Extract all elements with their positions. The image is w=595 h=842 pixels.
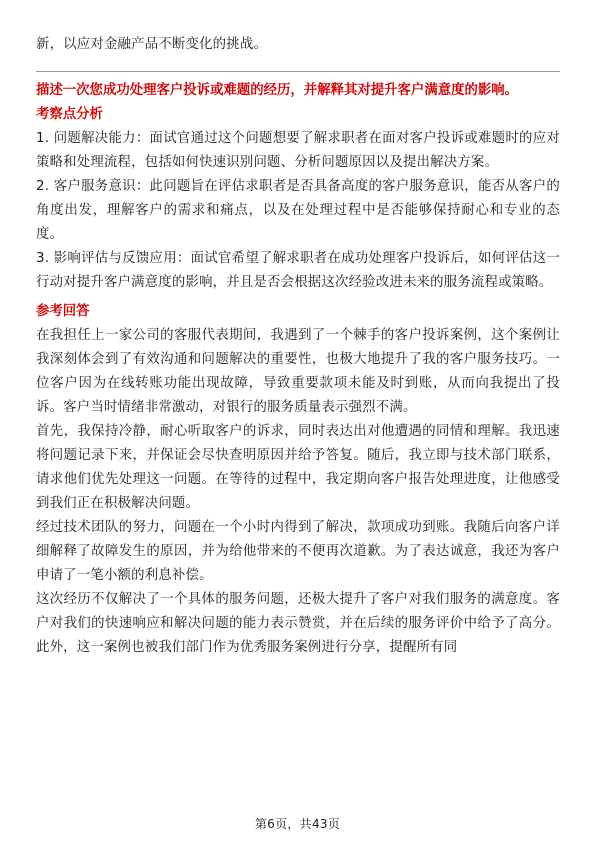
- answer-paragraph: 首先，我保持冷静，耐心听取客户的诉求，同时表达出对他遭遇的同情和理解。我迅速将问题记录下来，并保证会尽快查明原因并给予答复。随后，我立即与技术部门联系，请求他们优先处理这一问题。在等待的过程中，我定期向客户报告处理进度，让他感受到我们正在积极解决问题。: [36, 424, 560, 511]
- analysis-title: 考察点分析: [36, 107, 103, 122]
- answer-paragraph: 这次经历不仅解决了一个具体的服务问题，还极大提升了客户对我们服务的满意度。客户对我们的快速响应和解决问题的能力表示赞赏，并在后续的服务评价中给予了高分。此外，这一案例也被我们部门作为优秀服务案例进行分享，提醒所有同: [36, 592, 560, 655]
- lead-paragraph: 新，以应对金融产品不断变化的挑战。: [36, 37, 268, 52]
- analysis-item: 3. 影响评估与反馈应用：面试官希望了解求职者在成功处理客户投诉后，如何评估这一行动对提升客户满意度的影响，并且是否会根据这次经验改进未来的服务流程或策略。: [36, 251, 560, 290]
- analysis-item: 2. 客户服务意识：此问题旨在评估求职者是否具备高度的客户服务意识，能否从客户的角度出发，理解客户的需求和痛点，以及在处理过程中是否能够保持耐心和专业的态度。: [36, 179, 560, 242]
- page-content: [36, 33, 560, 660]
- answer-paragraph: 经过技术团队的努力，问题在一个小时内得到了解决，款项成功到账。我随后向客户详细解释了故障发生的原因，并为给他带来的不便再次道歉。为了表达诚意，我还为客户申请了一笔小额的利息补偿。: [36, 520, 560, 583]
- section-divider: [36, 71, 560, 72]
- question-heading: 描述一次您成功处理客户投诉或难题的经历，并解释其对提升客户满意度的影响。: [36, 83, 519, 98]
- answer-title: 参考回答: [36, 304, 90, 319]
- answer-paragraph: 在我担任上一家公司的客服代表期间，我遇到了一个棘手的客户投诉案例，这个案例让我深刻体会到了有效沟通和问题解决的重要性，也极大地提升了我的客户服务技巧。一位客户因为在线转账功能出现故障，导致重要款项未能及时到账，从而向我提出了投诉。客户当时情绪非常激动，对银行的服务质量表示强烈不满。: [36, 328, 560, 415]
- analysis-item: 1. 问题解决能力：面试官通过这个问题想要了解求职者在面对客户投诉或难题时的应对策略和处理流程，包括如何快速识别问题、分析问题原因以及提出解决方案。: [36, 131, 560, 170]
- page-number-footer: 第6页，共43页: [254, 817, 341, 831]
